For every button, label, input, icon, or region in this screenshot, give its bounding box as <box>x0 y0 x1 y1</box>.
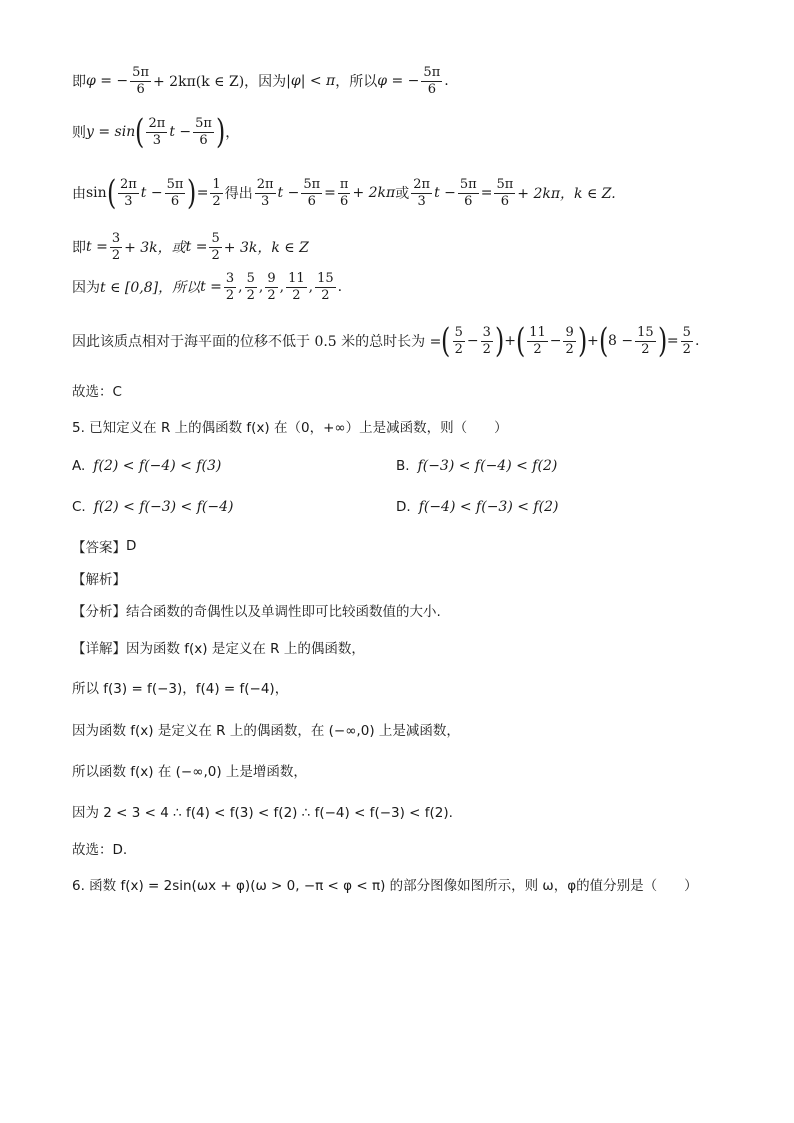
math-expr: φ = − <box>86 73 129 90</box>
solution-line-total: 因此该质点相对于海平面的位移不低于 0.5 米的总时长为 = ( $\frac{5}{2}$ − $\frac{3}{2}$ ) + ( $\frac{11}{2}$ − $\frac{9}{2}$ ) + ( 8 − $\frac{15}{2}$ ) = $\frac{5}{2}$ . <box>72 321 700 361</box>
paren: ( <box>106 173 116 213</box>
solution-line-y: 则 y = sin ( $\frac{2\pi}{3}$ t − $\frac{5\pi}{6}$ ) ， <box>72 112 240 152</box>
fenxi-line: 【分析】 结合函数的奇偶性以及单调性即可比较函数值的大小. <box>72 604 441 620</box>
option-label: A. <box>72 458 86 474</box>
text: 得出 <box>224 186 253 202</box>
fraction: $\frac{5\pi}{6}$ <box>303 176 321 209</box>
fraction: $\frac{2\pi}{3}$ <box>413 176 431 209</box>
step-3: 所以函数 f(x) 在 (−∞,0) 上是增函数， <box>72 764 307 780</box>
option-label: B. <box>396 458 410 474</box>
option-c <box>72 499 233 515</box>
text: ，所以 <box>335 74 378 91</box>
text: 因此该质点相对于海平面的位移不低于 0.5 米的总时长为 = <box>72 334 442 350</box>
answer-tag: 【答案】 <box>72 540 126 556</box>
text: 即 <box>72 240 86 257</box>
solution-line-phi: 即 φ = − $\frac{5\pi}{6}$ + 2kπ(k ∈ Z)，因为 |φ| < π ，所以 φ = − $\frac{5\pi}{6}$ . <box>72 65 449 97</box>
text: 因为 <box>72 280 100 297</box>
fraction: $\frac{2\pi}{3}$ <box>148 115 166 148</box>
question-6-stem: 6. 函数 f(x) = 2sin(ωx + φ)(ω > 0, −π < φ < π) 的部分图像如图所示，则 ω，φ的值分别是（ ） <box>72 878 698 894</box>
question-5-stem: 5. 已知定义在 R 上的偶函数 f(x) 在（0，+∞）上是减函数，则（ ） <box>72 420 508 436</box>
option-a <box>72 458 221 474</box>
solution-line-t-values: 因为 t ∈ [0,8]，所以 t = $\frac{3}{2}$ , $\frac{5}{2}$ , $\frac{9}{2}$ , $\frac{11}{2}$ , $\frac{15}{2}$ . <box>72 271 343 303</box>
fraction: $\frac{5}{2}$ <box>211 231 220 263</box>
fraction: $\frac{5\pi}{6}$ <box>496 176 514 209</box>
math-expr: t − <box>169 124 192 140</box>
solution-line-t: 即 t = $\frac{3}{2}$ + 3k，或 t = $\frac{5}{2}$ + 3k，k ∈ Z <box>72 231 309 263</box>
xiangjie-line: 【详解】 因为函数 f(x) 是定义在 R 上的偶函数， <box>72 641 365 657</box>
paren: ( <box>135 112 145 152</box>
option-label: D. <box>396 499 411 515</box>
fraction: $\frac{3}{2}$ <box>111 231 121 263</box>
option-b <box>396 458 557 474</box>
text: 由 <box>72 186 86 202</box>
fraction: $\frac{5\pi}{6}$ <box>423 65 441 97</box>
step-2: 因为函数 f(x) 是定义在 R 上的偶函数，在 (−∞,0) 上是减函数， <box>72 723 460 739</box>
fraction: $\frac{\pi}{6}$ <box>339 176 349 209</box>
fraction: $\frac{2\pi}{3}$ <box>119 176 137 209</box>
option-d <box>396 499 558 515</box>
step-4: 因为 2 < 3 < 4 ∴ f(4) < f(3) < f(2) ∴ f(−4) < f(−3) < f(2). <box>72 805 453 821</box>
option-text: f(−3) < f(−4) < f(2) <box>417 458 558 474</box>
fraction: $\frac{1}{2}$ <box>212 176 221 209</box>
answer-q4: 故选：C <box>72 384 122 400</box>
fraction: $\frac{5\pi}{6}$ <box>459 176 477 209</box>
text: 即 <box>72 74 86 91</box>
text: 或 <box>395 186 410 202</box>
math-expr: φ = − <box>377 73 420 90</box>
option-text: f(−4) < f(−3) < f(2) <box>418 499 559 515</box>
option-text: f(2) < f(−3) < f(−4) <box>93 499 234 515</box>
analysis-tag: 【解析】 <box>72 572 126 588</box>
step-1: 所以 f(3) = f(−3)，f(4) = f(−4)， <box>72 681 289 697</box>
fraction: $\frac{5\pi}{6}$ <box>195 115 212 148</box>
option-label: C. <box>72 499 86 515</box>
text: 则 <box>72 125 86 141</box>
math-expr: y = sin <box>86 124 136 140</box>
fraction: $\frac{5\pi}{6}$ <box>132 65 149 97</box>
fraction: $\frac{5\pi}{6}$ <box>166 176 184 209</box>
solution-line-sin: 由 sin ( $\frac{2\pi}{3}$ t − $\frac{5\pi}{6}$ ) = $\frac{1}{2}$ 得出 $\frac{2\pi}{3}$ t − $\frac{5\pi}{6}$ = $\frac{\pi}{6}$ + 2kπ 或 $\frac{2\pi}{3}$ t − $\frac{5\pi}{6}$ = $\frac{5\pi}{6}$ + 2kπ，k ∈ Z. <box>72 173 616 213</box>
paren: ) <box>215 112 226 152</box>
answer-q5-final: 故选：D. <box>72 842 128 858</box>
answer-q5: 【答案】 D <box>72 538 137 556</box>
option-text: f(2) < f(−4) < f(3) <box>93 458 222 474</box>
math-expr: + 2kπ(k ∈ Z)，因为 <box>153 74 287 91</box>
fraction: $\frac{2\pi}{3}$ <box>256 176 274 209</box>
math-expr: sin <box>86 185 107 201</box>
paren: ) <box>187 173 197 213</box>
math-expr: |φ| < π <box>286 73 336 90</box>
